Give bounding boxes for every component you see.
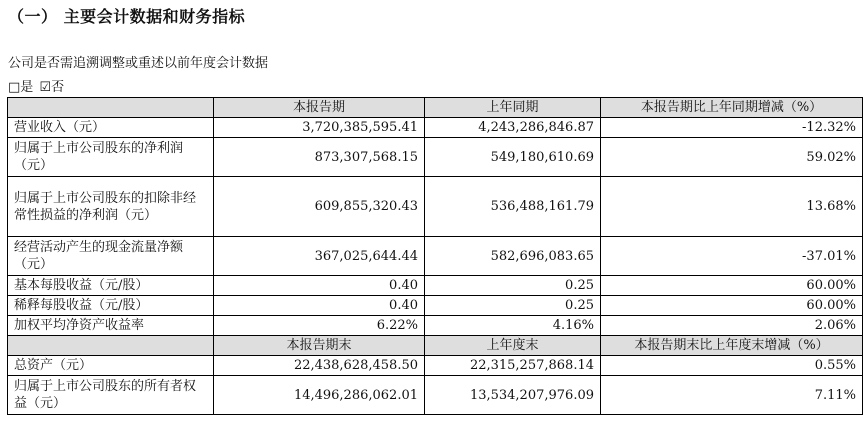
row-label: 稀释每股收益（元/股）: [8, 296, 214, 316]
header-year-end-change: 本报告期末比上年度末增减（%）: [601, 336, 863, 356]
restatement-question: 公司是否需追溯调整或重述以前年度会计数据: [8, 56, 269, 71]
table-row: [8, 296, 863, 316]
table-row: [8, 316, 863, 336]
change-value: 60.00%: [601, 276, 863, 296]
option-yes[interactable]: □是: [8, 80, 34, 95]
header-prior-year-end: 上年度末: [425, 336, 601, 356]
table-row: [8, 276, 863, 296]
change-value: -37.01%: [601, 237, 863, 276]
header-period-change: 本报告期比上年同期增减（%）: [601, 98, 863, 118]
table-row: [8, 376, 863, 415]
prior-value: 13,534,207,976.09: [425, 376, 601, 415]
prior-value: 549,180,610.69: [425, 138, 601, 177]
table-header-row: [8, 336, 863, 356]
prior-value: 0.25: [425, 296, 601, 316]
row-label: 归属于上市公司股东的净利润（元）: [8, 138, 214, 177]
prior-value: 4.16%: [425, 316, 601, 336]
current-value: 0.40: [214, 276, 425, 296]
option-no[interactable]: ☑否: [39, 80, 65, 95]
section-title: （一） 主要会计数据和财务指标: [8, 7, 246, 26]
current-value: 6.22%: [214, 316, 425, 336]
change-value: 13.68%: [601, 177, 863, 237]
change-value: 7.11%: [601, 376, 863, 415]
current-value: 367,025,644.44: [214, 237, 425, 276]
header-current-period: 本报告期: [214, 98, 425, 118]
change-value: -12.32%: [601, 118, 863, 138]
current-value: 3,720,385,595.41: [214, 118, 425, 138]
row-label: 基本每股收益（元/股）: [8, 276, 214, 296]
row-label: 经营活动产生的现金流量净额（元）: [8, 237, 214, 276]
financial-indicators-table: [7, 97, 863, 415]
prior-value: 0.25: [425, 276, 601, 296]
prior-value: 22,315,257,868.14: [425, 356, 601, 376]
table-header-row: [8, 98, 863, 118]
table-row: [8, 237, 863, 276]
row-label: 归属于上市公司股东的所有者权益（元）: [8, 376, 214, 415]
header-cell-blank: [8, 98, 214, 118]
header-cell-blank: [8, 336, 214, 356]
current-value: 14,496,286,062.01: [214, 376, 425, 415]
row-label: 营业收入（元）: [8, 118, 214, 138]
row-label: 归属于上市公司股东的扣除非经常性损益的净利润（元）: [8, 177, 214, 237]
change-value: 60.00%: [601, 296, 863, 316]
prior-value: 536,488,161.79: [425, 177, 601, 237]
change-value: 2.06%: [601, 316, 863, 336]
change-value: 0.55%: [601, 356, 863, 376]
restatement-options: [8, 76, 66, 95]
table-row: [8, 356, 863, 376]
current-value: 0.40: [214, 296, 425, 316]
prior-value: 582,696,083.65: [425, 237, 601, 276]
table-row: [8, 138, 863, 177]
header-prior-period: 上年同期: [425, 98, 601, 118]
table-row: [8, 177, 863, 237]
current-value: 22,438,628,458.50: [214, 356, 425, 376]
current-value: 873,307,568.15: [214, 138, 425, 177]
row-label: 加权平均净资产收益率: [8, 316, 214, 336]
prior-value: 4,243,286,846.87: [425, 118, 601, 138]
current-value: 609,855,320.43: [214, 177, 425, 237]
header-period-end: 本报告期末: [214, 336, 425, 356]
change-value: 59.02%: [601, 138, 863, 177]
table-row: [8, 118, 863, 138]
row-label: 总资产（元）: [8, 356, 214, 376]
